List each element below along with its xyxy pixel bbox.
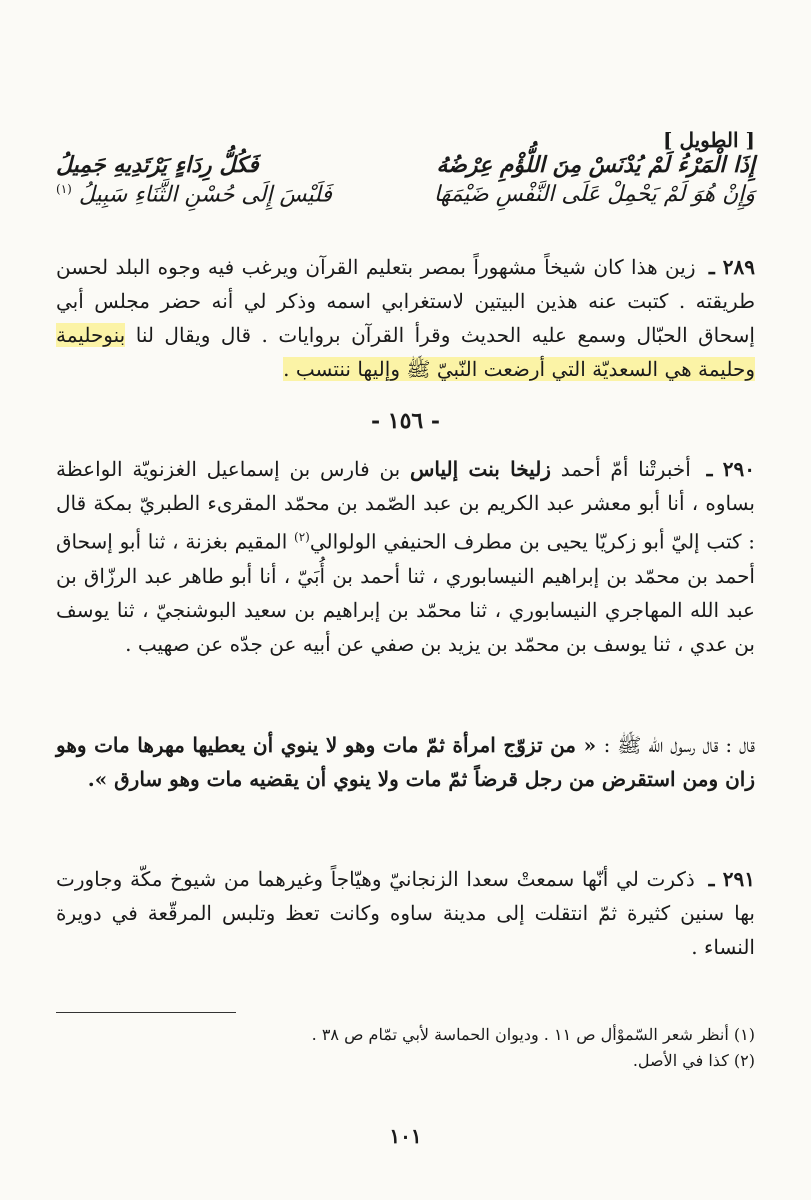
page-number: ١٠١ bbox=[389, 1124, 422, 1148]
entry-289-number: ٢٨٩ ـ bbox=[708, 255, 755, 279]
footnote-ref-1: (١) bbox=[56, 182, 72, 196]
verse-2-second-text: فَلَيْسَ إِلَى حُسْنِ الثَّنَاءِ سَبِيلُ bbox=[78, 182, 332, 208]
entry-290-text: بن فارس بن إسماعيل الغزنويّة الواعظة بساوه ، أنا أبو معشر عبد الكريم بن عبد الصّمد بن محمّد المقرىء الطبريّ بمكة قال : كتب إليّ أبو زكريّا يحيى بن مطرف الحنيفي الولوالي bbox=[56, 457, 755, 554]
entry-290-lead: أخبرتْنا أمّ أحمد bbox=[560, 457, 691, 481]
entry-290-name: زليخا بنت إلياس bbox=[410, 457, 551, 481]
hadith-quote-lead: قال : قال رسول الله ﷺ : bbox=[603, 733, 755, 757]
entry-290-text-cont: المقيم بغزنة ، ثنا أبو إسحاق أحمد بن محمّد بن إبراهيم النيسابوري ، ثنا أحمد بن أُبَيّ ، أنا أبو طاهر عبد الرزّاق بن عبد الله المهاجري النيسابوري ، ثنا محمّد بن إبراهيم بن سعيد البوشنجيّ ، ثنا يوسف بن عدي ، ثنا يوسف بن محمّد بن يزيد بن صفي عن أبيه عن جدّه عن صهيب . bbox=[56, 529, 755, 656]
entry-290-number: ٢٩٠ ـ bbox=[706, 457, 756, 481]
entry-289 bbox=[56, 250, 755, 386]
verse-line-2 bbox=[56, 182, 755, 207]
entry-289-text: زين هذا كان شيخاً مشهوراً بمصر بتعليم القرآن ويرغب فيه وجوه البلد لحسن طريقته . كتبت عنه هذين البيتين لاستغرابي اسمه وذكر لي أنه حضر مجلس أبي إسحاق الحبّال وسمع عليه الحديث وقرأ القرآن بروايات . قال ويقال لنا bbox=[56, 255, 755, 347]
entry-291-number: ٢٩١ ـ bbox=[708, 867, 755, 891]
entry-291 bbox=[56, 862, 755, 964]
hadith-quote-text: « من تزوّج امرأة ثمّ مات وهو لا ينوي أن يعطيها مهرها مات وهو زان ومن استقرض من رجل قرضاً ثمّ مات ولا ينوي أن يقضيه مات وهو سارق ». bbox=[56, 733, 755, 791]
verse-line-1 bbox=[56, 152, 755, 178]
hadith-quote bbox=[56, 728, 755, 796]
entry-289-highlighted-text: بنوحليمة وحليمة هي السعديّة التي أرضعت النّبيّ ﷺ وإليها ننتسب . bbox=[56, 323, 755, 381]
footnote-1: (١) أنظر شعر السّموْأل ص ١١ . وديوان الحماسة لأبي تمّام ص ٣٨ . bbox=[311, 1025, 755, 1044]
verse-2-second-hemistich bbox=[56, 182, 332, 207]
entry-290 bbox=[56, 452, 755, 661]
verse-1-first-hemistich: إِذَا الْمَرْءُ لَمْ يُدْنَسْ مِنَ اللُّؤْمِ عِرْضُهُ bbox=[436, 152, 755, 178]
footnote-2: (٢) كذا في الأصل. bbox=[632, 1051, 755, 1070]
verse-2-first-hemistich: وَإِنْ هُوَ لَمْ يَحْمِلْ عَلَى النَّفْسِ ضَيْمَهَا bbox=[433, 182, 755, 207]
poetic-meter-label: [ الطويل ] bbox=[663, 128, 755, 152]
footnotes bbox=[56, 1022, 755, 1074]
footnote-divider bbox=[56, 1012, 236, 1013]
verse-1-second-hemistich: فَكُلُّ رِدَاءٍ يَرْتَدِيهِ جَمِيلُ bbox=[56, 152, 259, 178]
entry-291-text: ذكرت لي أنّها سمعتْ سعدا الزنجانيّ وهيّاجاً وغيرهما من شيوخ مكّة وجاورت بها سنين كثيرة ثمّ انتقلت إلى مدينة ساوه وكانت تعظ وتلبس المرقّعة في دويرة النساء . bbox=[56, 867, 755, 959]
chapter-marker: - ١٥٦ - bbox=[370, 408, 441, 434]
footnote-ref-2: (٢) bbox=[294, 530, 310, 544]
